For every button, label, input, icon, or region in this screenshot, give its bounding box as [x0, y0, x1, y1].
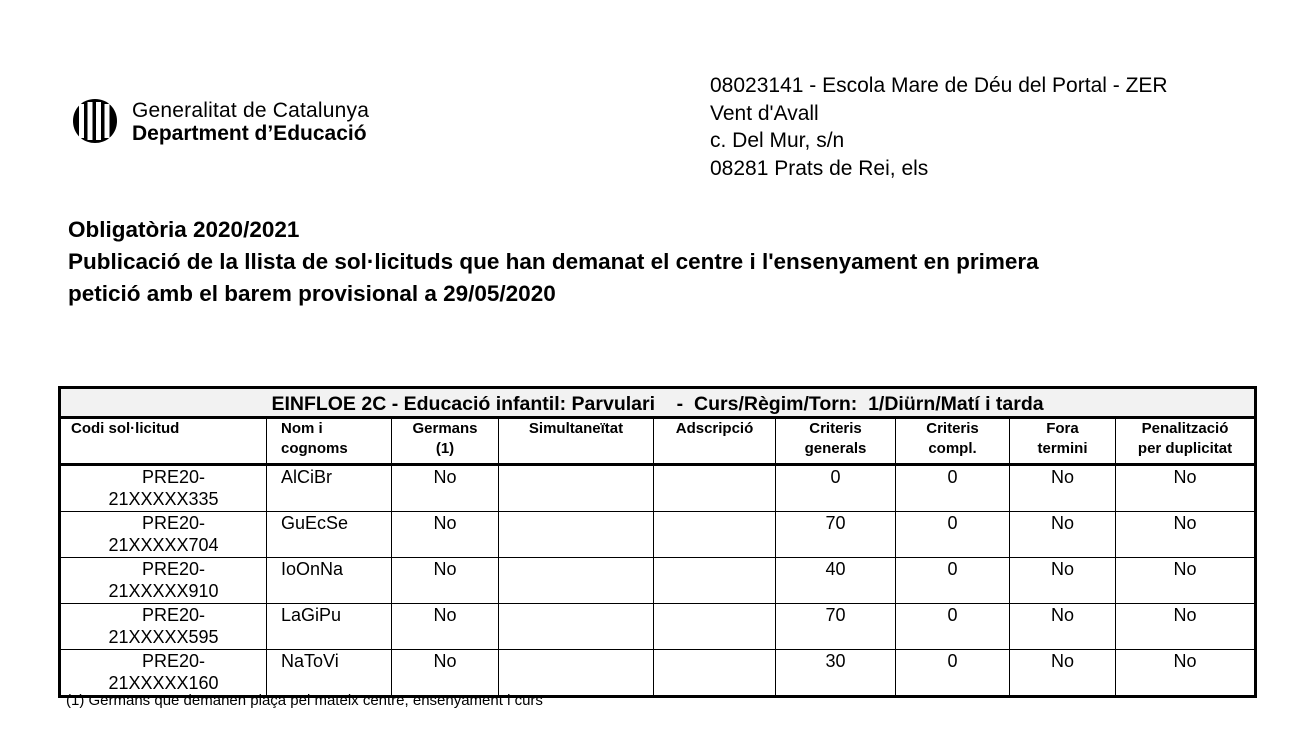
code-part: PRE20-: [141, 467, 206, 487]
cell-fora-termini: No: [1010, 465, 1116, 512]
cell-penalitzacio: No: [1116, 512, 1256, 558]
header-codi: [60, 418, 267, 465]
code-part: PRE20-: [141, 605, 206, 625]
title-line: petició amb el barem provisional a 29/05/2020: [68, 281, 556, 306]
header-criteris-compl: [896, 418, 1010, 465]
org-name-line1: Generalitat de Catalunya: [132, 99, 370, 122]
cell-code: [60, 558, 267, 604]
cell-simultaneitat: [499, 512, 654, 558]
cell-simultaneitat: [499, 604, 654, 650]
cell-fora-termini: No: [1010, 558, 1116, 604]
cell-criteris-generals: 0: [776, 465, 896, 512]
cell-criteris-compl: 0: [896, 465, 1010, 512]
header-adscripcio: [654, 418, 776, 465]
header-fora-termini: [1010, 418, 1116, 465]
header-penalitzacio: [1116, 418, 1256, 465]
footnote: (1) Germans que demanen plaça pel mateix centre, ensenyament i curs: [66, 692, 543, 709]
header-criteris-generals: [776, 418, 896, 465]
cell-code: [60, 465, 267, 512]
table-row: [60, 604, 1256, 650]
cell-germans: No: [392, 558, 499, 604]
title-line: Publicació de la llista de sol·licituds que han demanat el centre i l'ensenyament en primera: [68, 249, 1039, 274]
cell-name: LaGiPu: [267, 604, 392, 650]
code-part: PRE20-: [141, 651, 206, 671]
cell-penalitzacio: No: [1116, 558, 1256, 604]
cell-fora-termini: No: [1010, 512, 1116, 558]
header-label: Criteris: [926, 420, 979, 437]
cell-criteris-generals: 40: [776, 558, 896, 604]
header-label: Simultaneïtat: [528, 420, 624, 437]
cell-germans: No: [392, 650, 499, 697]
cell-fora-termini: No: [1010, 604, 1116, 650]
cell-fora-termini: No: [1010, 650, 1116, 697]
header-label: Criteris: [809, 420, 862, 437]
cell-simultaneitat: [499, 558, 654, 604]
header-simultaneitat: [499, 418, 654, 465]
address-line: 08023141 - Escola Mare de Déu del Portal - ZER: [710, 74, 1168, 97]
header-nom: [267, 418, 392, 465]
header-label: Germans: [412, 420, 478, 437]
cell-adscripcio: [654, 465, 776, 512]
org-logo: [70, 97, 369, 147]
table-header-row: [60, 418, 1256, 465]
cell-simultaneitat: [499, 465, 654, 512]
cell-code: [60, 604, 267, 650]
cell-criteris-compl: 0: [896, 650, 1010, 697]
school-address: [710, 72, 1168, 182]
table-row: [60, 465, 1256, 512]
cell-penalitzacio: No: [1116, 604, 1256, 650]
code-part: PRE20-: [141, 559, 206, 579]
table-row: [60, 558, 1256, 604]
header-label: generals: [804, 440, 867, 457]
header-label: termini: [1037, 440, 1088, 457]
cell-criteris-generals: 30: [776, 650, 896, 697]
code-part: 21XXXXX910: [108, 581, 219, 601]
results-table: [58, 386, 1257, 698]
header-label: (1): [435, 440, 455, 457]
org-name: [132, 99, 369, 145]
code-part: PRE20-: [141, 513, 206, 533]
header-label: compl.: [928, 440, 977, 457]
table-row: [60, 512, 1256, 558]
header-label: Penalització: [1141, 420, 1229, 437]
address-line: 08281 Prats de Rei, els: [710, 156, 929, 180]
cell-criteris-compl: 0: [896, 512, 1010, 558]
cell-penalitzacio: No: [1116, 650, 1256, 697]
document-title: [68, 214, 1039, 310]
table-body: [60, 465, 1256, 697]
cell-code: [60, 512, 267, 558]
cell-adscripcio: [654, 512, 776, 558]
header-label: Codi sol·licitud: [71, 420, 180, 437]
cell-penalitzacio: No: [1116, 465, 1256, 512]
header-label: cognoms: [281, 440, 348, 457]
org-name-line2: Department d’Educació: [132, 122, 367, 145]
cell-code: [60, 650, 267, 697]
cell-name: NaToVi: [267, 650, 392, 697]
code-part: 21XXXXX335: [108, 489, 219, 509]
cell-criteris-generals: 70: [776, 604, 896, 650]
cell-criteris-generals: 70: [776, 512, 896, 558]
code-part: 21XXXXX595: [108, 627, 219, 647]
cell-adscripcio: [654, 650, 776, 697]
table-row: [60, 650, 1256, 697]
generalitat-logo-icon: [70, 97, 120, 145]
title-line: Obligatòria 2020/2021: [68, 217, 300, 242]
header-germans: [392, 418, 499, 465]
cell-criteris-compl: 0: [896, 604, 1010, 650]
header-label: per duplicitat: [1137, 440, 1233, 457]
cell-adscripcio: [654, 558, 776, 604]
table-group-label: EINFLOE 2C - Educació infantil: Parvulari - Curs/Règim/Torn: 1/Diürn/Matí i tarda: [60, 388, 1256, 418]
code-part: 21XXXXX704: [108, 535, 219, 555]
header-label: Fora: [1046, 420, 1079, 437]
cell-germans: No: [392, 465, 499, 512]
cell-adscripcio: [654, 604, 776, 650]
cell-germans: No: [392, 604, 499, 650]
cell-germans: No: [392, 512, 499, 558]
code-part: 21XXXXX160: [108, 673, 219, 693]
cell-name: GuEcSe: [267, 512, 392, 558]
cell-name: AlCiBr: [267, 465, 392, 512]
header-label: Nom i: [281, 420, 323, 437]
cell-name: IoOnNa: [267, 558, 392, 604]
address-line: c. Del Mur, s/n: [710, 129, 845, 152]
header-label: Adscripció: [675, 420, 754, 437]
address-line: Vent d'Avall: [710, 101, 819, 125]
cell-simultaneitat: [499, 650, 654, 697]
cell-criteris-compl: 0: [896, 558, 1010, 604]
